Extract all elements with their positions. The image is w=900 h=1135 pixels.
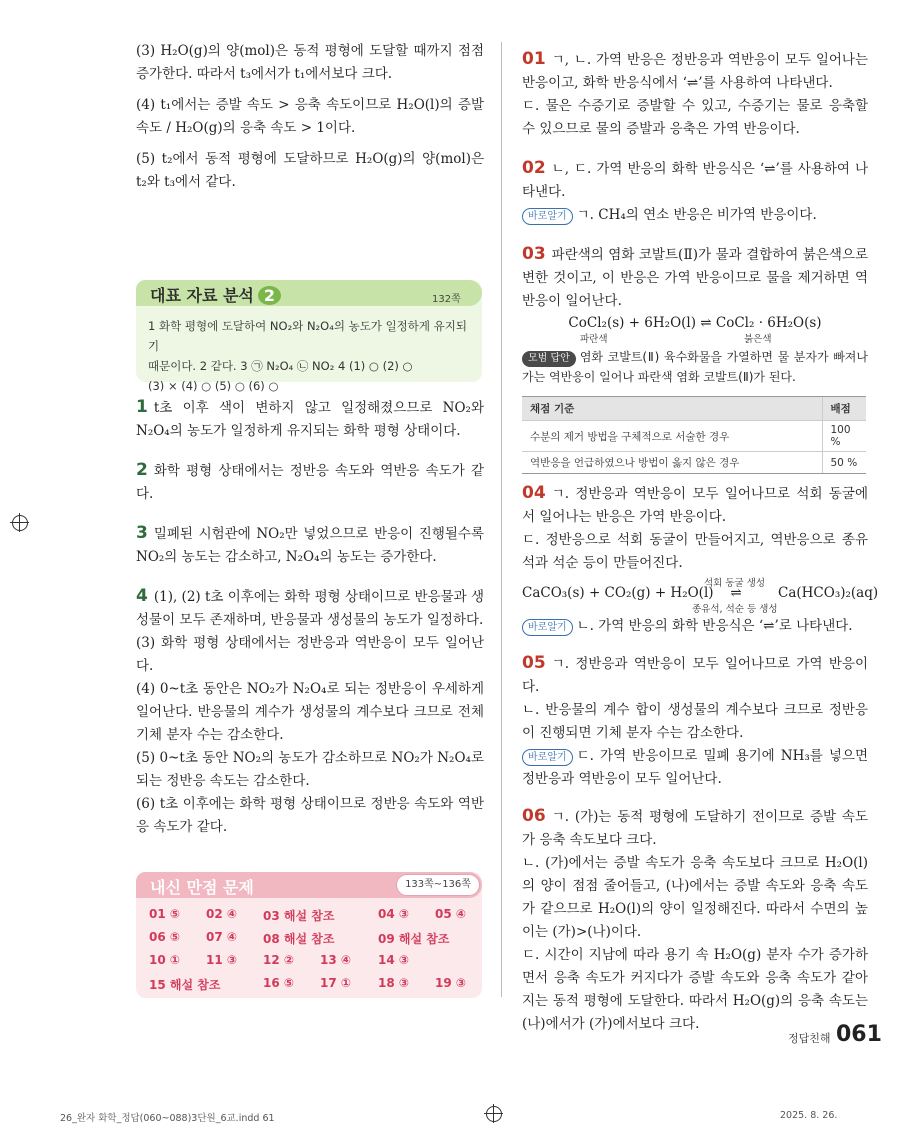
box-line-3: (3) × (4) ○ (5) ○ (6) ○	[148, 379, 279, 393]
answer: 12 ②	[263, 953, 295, 967]
q04-eq-left: CaCO₃(s) + CO₂(g) + H₂O(l)	[522, 585, 714, 601]
q06-text3: ㄷ. 시간이 지남에 따라 용기 속 H₂O(g) 분자 수가 증가하면서 응축 속도가 커지다가 증발 속도와 응축 속도가 같아지는 동적 평형에 도달한다. 따라서 H₂O(g)의 응축 속도는 (나)에서가 (가)에서보다 크다.	[522, 947, 868, 1032]
q02: 02 ㄴ, ㄷ. 가역 반응의 화학 반응식은 ‘⇌’를 사용하여 나타낸다.	[522, 158, 868, 200]
q03: 03 파란색의 염화 코발트(Ⅱ)가 물과 결합하여 붉은색으로 변한 것이고, 이 반응은 가역 반응이므로 물을 제거하면 역반응이 일어난다.	[522, 244, 868, 309]
left-text-3: (3) H₂O(g)의 양(mol)은 동적 평형에 도달할 때까지 점점 증가한다. 따라서 t₃에서가 t₁에서보다 크다.	[136, 43, 484, 82]
q04-eq-bottom: 종유석, 석순 등 생성	[692, 604, 778, 615]
answer: 17 ①	[320, 976, 352, 990]
answers-title: 내신 만점 문제	[150, 878, 254, 897]
answer: 13 ④	[320, 953, 352, 967]
q05-text3: 바로알기 ㄷ. 가역 반응이므로 밀폐 용기에 NH₃를 넣으면 정반응과 역반응이 모두 일어난다.	[522, 748, 868, 787]
answer: 11 ③	[206, 953, 238, 967]
q04-eq-top: 석회 동굴 생성	[704, 578, 766, 589]
q02-text2: 바로알기 ㄱ. CH₄의 연소 반응은 비가역 반응이다.	[522, 204, 868, 227]
q05: 05 ㄱ. 정반응과 역반응이 모두 일어나므로 가역 반응이다.	[522, 653, 868, 695]
left-items	[136, 396, 484, 839]
scoring-points-2: 50 %	[822, 452, 866, 474]
q04: 04 ㄱ. 정반응과 역반응이 모두 일어나므로 석회 동굴에서 일어나는 반응은 가역 반응이다.	[522, 483, 868, 525]
scoring-row-2: 역반응을 언급하였으나 방법이 옳지 않은 경우	[522, 452, 822, 474]
answer: 15 해설 참조	[149, 978, 221, 992]
right-column	[522, 48, 868, 387]
q03-model-answer: 모범 답안 염화 코발트(Ⅱ) 육수화물을 가열하면 물 분자가 빠져나가는 역반응이 일어나 파란색 염화 코발트(Ⅱ)가 된다.	[522, 350, 868, 384]
item-4-4: (4) 0~t초 동안은 NO₂가 N₂O₄로 되는 정반응이 우세하게 일어난다. 반응물의 계수가 생성물의 계수보다 크므로 전체 기체 분자 수는 감소한다.	[136, 681, 484, 743]
answer: 10 ①	[149, 953, 181, 967]
correction-tag: 바로알기	[522, 749, 573, 766]
scoring-row-1: 수분의 제거 방법을 구체적으로 서술한 경우	[522, 421, 822, 452]
registration-mark-icon	[486, 1106, 502, 1122]
q04-eq-right: Ca(HCO₃)₂(aq)	[778, 585, 879, 601]
q04-equation	[522, 575, 879, 615]
item-4: 4 (1), (2) t초 이후에는 화학 평형 상태이므로 반응물과 생성물이 모두 존재하며, 반응물과 생성물의 농도가 일정하다.	[136, 586, 484, 628]
q06: 06 ㄱ. (가)는 동적 평형에 도달하기 전이므로 증발 속도가 응축 속도보다 크다.	[522, 806, 868, 848]
answer: 08 해설 참조	[263, 932, 335, 946]
left-text-4: (4) t₁에서는 증발 속도 > 응축 속도이므로 H₂O(l)의 증발 속도 / H₂O(g)의 응축 속도 > 1이다.	[136, 97, 484, 136]
q04-text2: ㄷ. 정반응으로 석회 동굴이 만들어지고, 역반응으로 종유석과 석순 등이 만들어진다.	[522, 532, 868, 571]
left-column	[136, 40, 484, 194]
q04-eq-arrow: ⇌	[730, 585, 742, 601]
q03-under-red: 붉은색	[744, 334, 772, 345]
q03-under-blue: 파란색	[580, 334, 608, 345]
item-4-6: (6) t초 이후에는 화학 평형 상태이므로 정반응 속도와 역반응 속도가 같다.	[136, 796, 484, 835]
scoring-header-points: 배점	[822, 397, 866, 421]
answer: 06 ⑤	[149, 930, 181, 944]
q04-text3: 바로알기 ㄴ. 가역 반응의 화학 반응식은 ‘⇌’로 나타낸다.	[522, 615, 868, 638]
q06-text2: ㄴ. (가)에서는 증발 속도가 응축 속도보다 크므로 H₂O(l)의 양이 점점 줄어들고, (나)에서는 증발 속도와 응축 속도가 같으므로 H₂O(l)의 양이 일정해진다. 따라서 수면의 높이는 (가)>(나)이다.	[522, 855, 868, 940]
answer: 14 ③	[378, 953, 410, 967]
representative-analysis-body	[148, 316, 474, 396]
answer: 18 ③	[378, 976, 410, 990]
representative-analysis-page: 132쪽	[432, 294, 461, 305]
correction-tag: 바로알기	[522, 619, 573, 636]
box-line-2: 때문이다. 2 같다. 3 ㉠ N₂O₄ ㉡ NO₂ 4 (1) ○ (2) ○	[148, 359, 413, 373]
page-number: 061	[836, 1022, 882, 1047]
answer: 16 ⑤	[263, 976, 295, 990]
correction-tag: 바로알기	[522, 208, 573, 225]
scoring-table	[522, 396, 866, 474]
item-4-3: (3) 화학 평형 상태에서는 정반응과 역반응이 모두 일어난다.	[136, 635, 484, 674]
box-line-1: 1 화학 평형에 도달하여 NO₂와 N₂O₄의 농도가 일정하게 유지되기	[148, 319, 467, 353]
scoring-header-criteria: 채점 기준	[522, 397, 822, 421]
registration-mark-icon	[12, 515, 28, 531]
item-4-5: (5) 0~t초 동안 NO₂의 농도가 감소하므로 NO₂가 N₂O₄로 되는 정반응 속도는 감소한다.	[136, 750, 484, 789]
column-divider	[501, 42, 502, 997]
left-text-5: (5) t₂에서 동적 평형에 도달하므로 H₂O(g)의 양(mol)은 t₂와 t₃에서 같다.	[136, 151, 484, 190]
item-1: 1 t초 이후 색이 변하지 않고 일정해졌으므로 NO₂와 N₂O₄의 농도가 일정하게 유지되는 화학 평형 상태이다.	[136, 397, 484, 439]
answer: 01 ⑤	[149, 907, 181, 921]
answer: 04 ③	[378, 907, 410, 921]
print-date: 2025. 8. 26.	[780, 1110, 838, 1121]
q01: 01 ㄱ, ㄴ. 가역 반응은 정반응과 역반응이 모두 일어나는 반응이고, 화학 반응식에서 ‘⇌’를 사용하여 나타낸다.	[522, 49, 868, 91]
q01-text2: ㄷ. 물은 수증기로 증발할 수 있고, 수증기는 물로 응축할 수 있으므로 물의 증발과 응축은 가역 반응이다.	[522, 98, 868, 137]
model-answer-tag: 모범 답안	[522, 351, 576, 367]
scoring-points-1: 100 %	[822, 421, 866, 452]
answer: 03 해설 참조	[263, 909, 335, 923]
answers-page: 133쪽~136쪽	[396, 874, 480, 896]
answer: 19 ③	[435, 976, 467, 990]
answer: 02 ④	[206, 907, 238, 921]
item-2: 2 화학 평형 상태에서는 정반응 속도와 역반응 속도가 같다.	[136, 460, 484, 502]
answer: 09 해설 참조	[378, 932, 450, 946]
page-label: 정답친해	[788, 1032, 831, 1045]
q03-labels	[522, 333, 868, 347]
item-3: 3 밀폐된 시험관에 NO₂만 넣었으므로 반응이 진행될수록 NO₂의 농도는 감소하고, N₂O₄의 농도는 증가한다.	[136, 523, 484, 565]
file-info: 26_완자 화학_정답(060~088)3단원_6교.indd 61	[60, 1113, 275, 1124]
answer: 05 ④	[435, 907, 467, 921]
q03-equation: CoCl₂(s) + 6H₂O(l) ⇌ CoCl₂ · 6H₂O(s)	[568, 315, 822, 331]
q05-text2: ㄴ. 반응물의 계수 합이 생성물의 계수보다 크므로 정반응이 진행되면 기체 분자 수는 감소한다.	[522, 702, 868, 741]
answer: 07 ④	[206, 930, 238, 944]
representative-analysis-title: 대표 자료 분석 2	[150, 283, 281, 306]
